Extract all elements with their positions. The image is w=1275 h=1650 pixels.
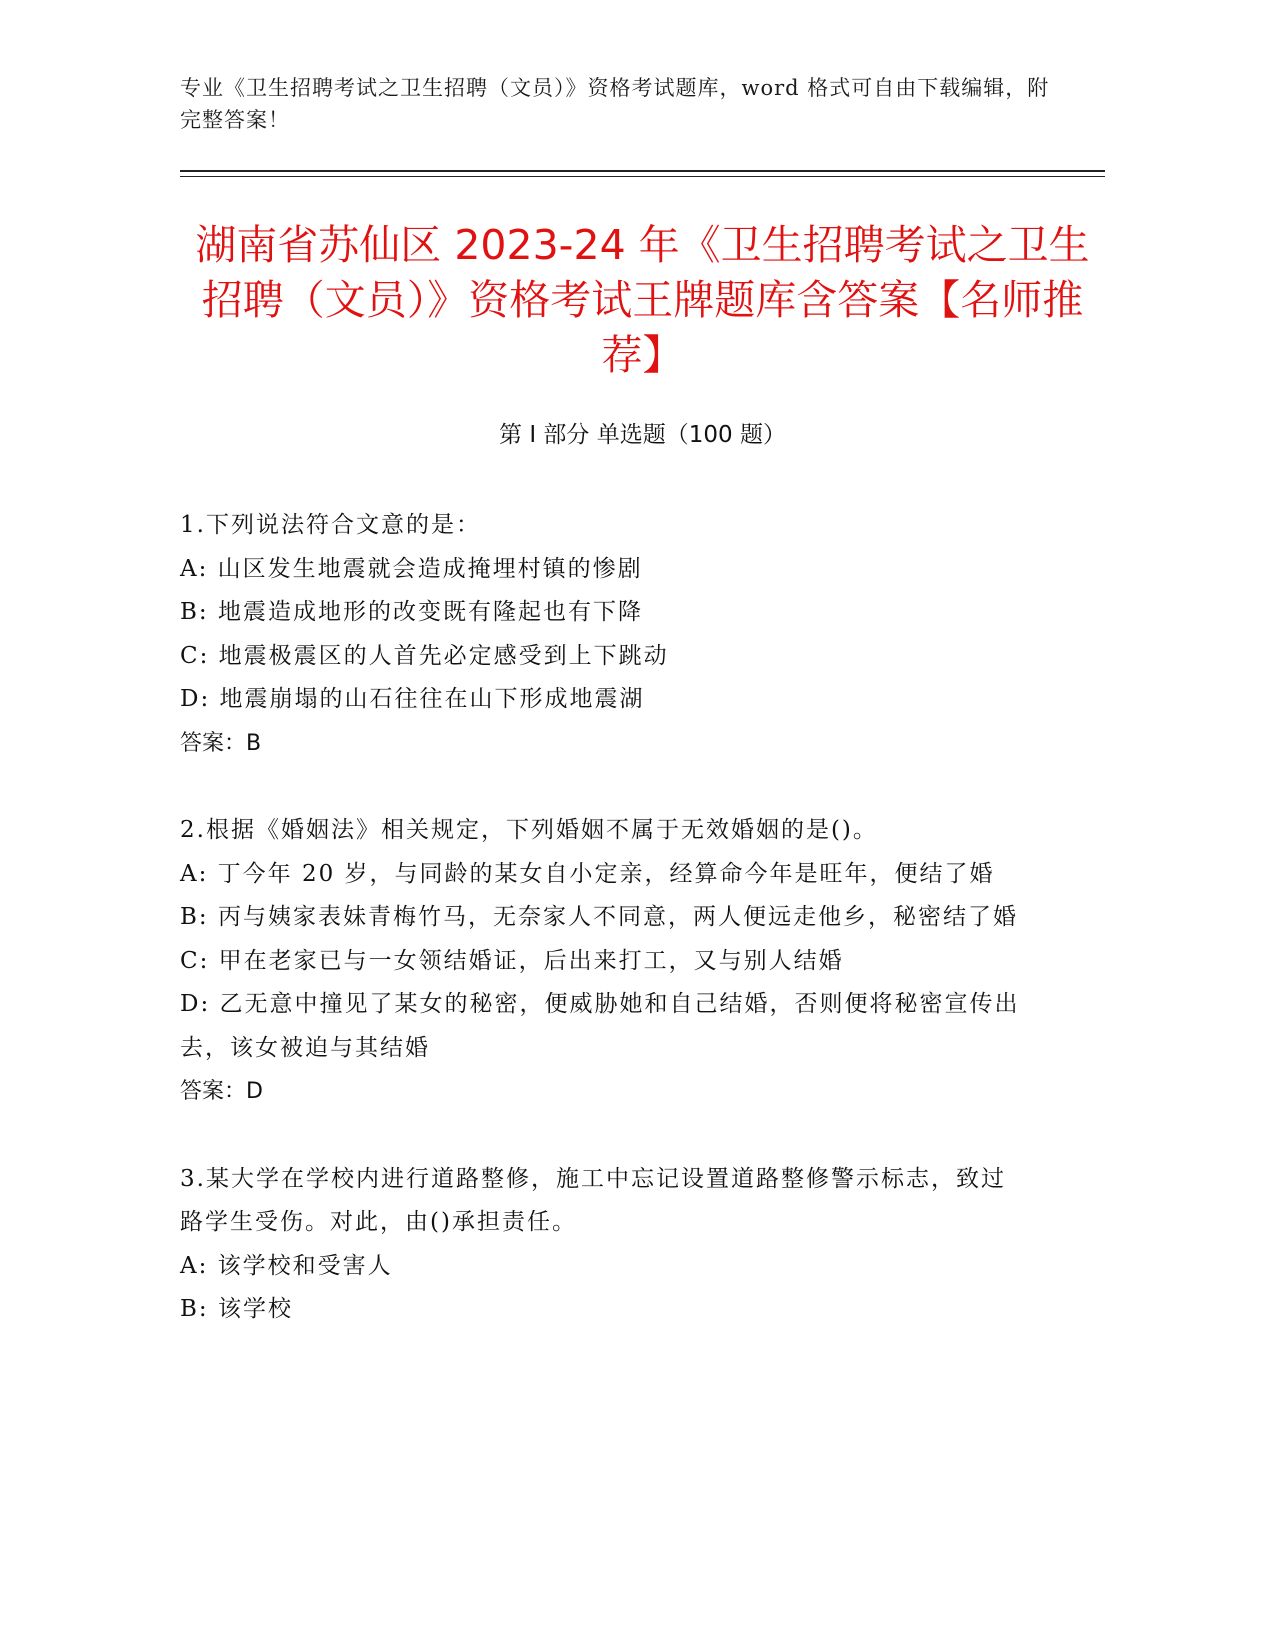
answer-label: 答案：D: [180, 1079, 263, 1104]
option-c: C: 甲在老家已与一女领结婚证，后出来打工，又与别人结婚: [180, 947, 844, 974]
question-stem: 3.某大学在学校内进行道路整修，施工中忘记设置道路整修警示标志，致过路学生受伤。对此，由()承担责任。: [180, 1165, 1006, 1235]
question-stem: 1.下列说法符合文意的是：: [180, 512, 481, 538]
option-b: B: 丙与姨家表妹青梅竹马，无奈家人不同意，两人便远走他乡，秘密结了婚: [180, 904, 1018, 930]
question-stem: 2.根据《婚姻法》相关规定，下列婚姻不属于无效婚姻的是()。: [180, 817, 878, 843]
option-d: D: 地震崩塌的山石往往在山下形成地震湖: [180, 686, 645, 712]
option-d: D: 乙无意中撞见了某女的秘密，便威胁她和自己结婚，否则便将秘密宣传出去，该女被迫与其结婚: [180, 991, 1020, 1061]
option-c: C: 地震极震区的人首先必定感受到上下跳动: [180, 642, 669, 669]
option-b: B: 地震造成地形的改变既有隆起也有下降: [180, 599, 643, 625]
question-1: [180, 504, 1030, 765]
option-a: A: 丁今年 20 岁，与同龄的某女自小定亲，经算命今年是旺年，便结了婚: [180, 860, 995, 887]
question-list: [180, 504, 1030, 1376]
question-3: [180, 1158, 1030, 1332]
section-title: 第 I 部分 单选题（100 题）: [499, 422, 786, 448]
header-divider-thin: [180, 176, 1105, 177]
answer-label: 答案：B: [180, 730, 262, 756]
document-title: 湖南省苏仙区 2023-24 年《卫生招聘考试之卫生招聘（文员）》资格考试王牌题库含答案【名师推荐】: [195, 221, 1090, 379]
option-a: A: 该学校和受害人: [180, 1252, 393, 1279]
option-a: A: 山区发生地震就会造成掩埋村镇的惨剧: [180, 555, 643, 582]
header-note: 专业《卫生招聘考试之卫生招聘（文员）》资格考试题库，word 格式可自由下载编辑，附完整答案！: [180, 76, 1050, 132]
question-2: [180, 809, 1030, 1114]
header-divider-thick: [180, 170, 1105, 172]
option-b: B: 该学校: [180, 1296, 293, 1322]
